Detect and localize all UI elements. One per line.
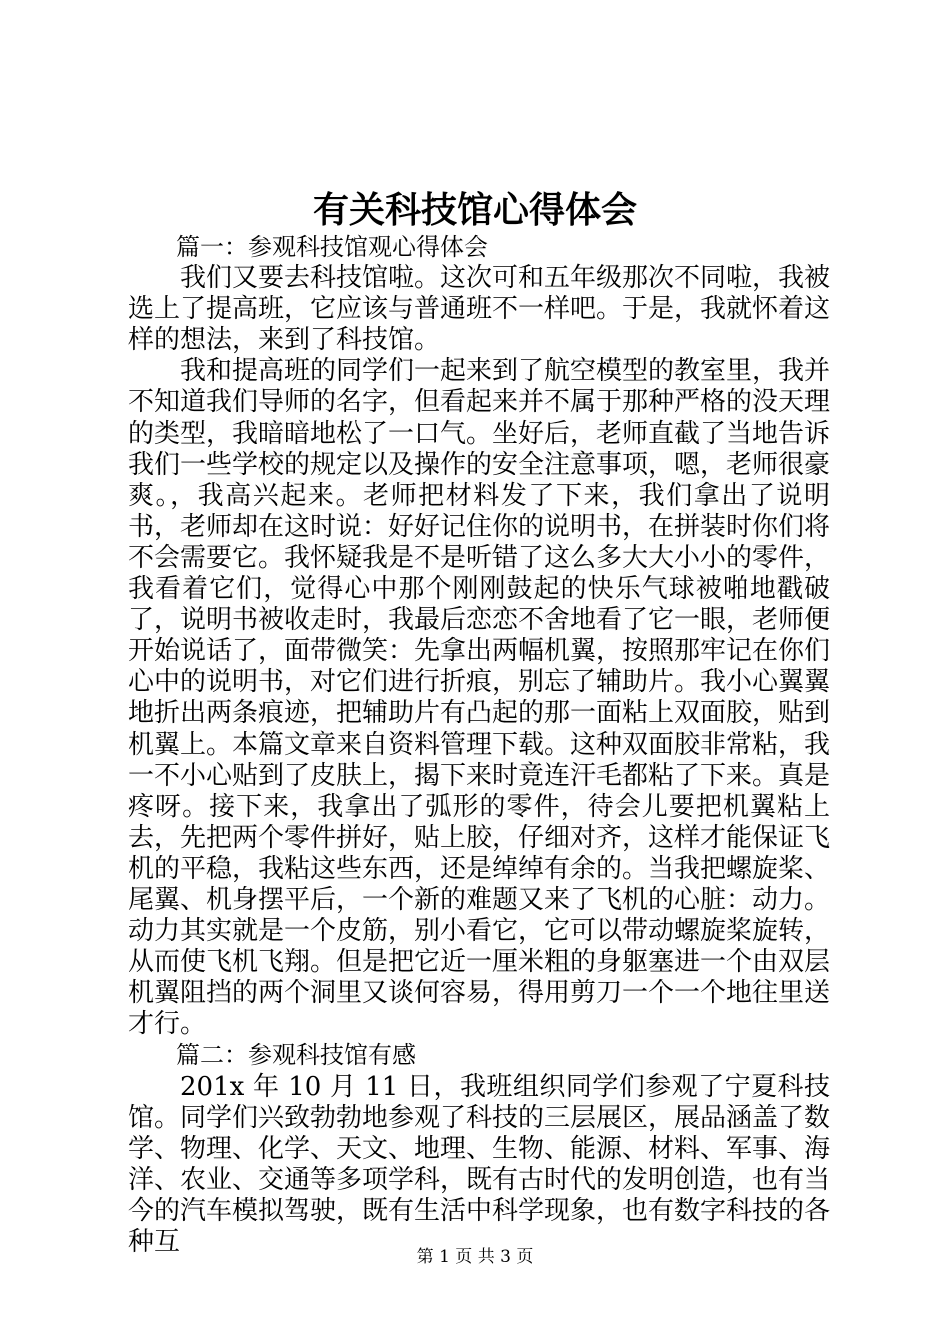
section-heading-2: 篇二：参观科技馆有感 xyxy=(176,1041,416,1070)
document-body xyxy=(128,232,830,1258)
section-heading-1: 篇一：参观科技馆观心得体会 xyxy=(176,233,488,261)
page-title: 有关科技馆心得体会 xyxy=(312,189,637,231)
paragraph: 我们又要去科技馆啦。这次可和五年级那次不同啦，我被选上了提高班，它应该与普通班不一样吧。于是，我就怀着这样的想法，来到了科技馆。 xyxy=(128,263,831,356)
page-footer: 第 1 页 共 3 页 xyxy=(416,1247,534,1267)
paragraph: 我和提高班的同学们一起来到了航空模型的教室里，我并不知道我们导师的名字，但看起来并不属于那种严格的没天理的类型，我暗暗地松了一口气。坐好后，老师直截了当地告诉我们一些学校的规定以及操作的安全注意事项，嗯，老师很豪爽。，我高兴起来。老师把材料发了下来，我们拿出了说明书，老师却在这时说：好好记住你的说明书，在拼装时你们将不会需要它。我怀疑我是不是听错了这么多大大小小的零件，我看着它们，觉得心中那个刚刚鼓起的快乐气球被啪地戳破了，说明书被收走时，我最后恋恋不舍地看了它一眼，老师便开始说话了，面带微笑：先拿出两幅机翼，按照那牢记在你们心中的说明书，对它们进行折痕，别忘了辅助片。我小心翼翼地折出两条痕迹，把辅助片有凸起的那一面粘上双面胶，贴到机翼上。本篇文章来自资料管理下载。这种双面胶非常粘，我一不小心贴到了皮肤上，揭下来时竟连汗毛都粘了下来。真是疼呀。接下来，我拿出了弧形的零件，待会儿要把机翼粘上去，先把两个零件拼好，贴上胶，仔细对齐，这样才能保证飞机的平稳，我粘这些东西，还是绰绰有余的。当我把螺旋桨、尾翼、机身摆平后，一个新的难题又来了飞机的心脏：动力。动力其实就是一个皮筋，别小看它，它可以带动螺旋桨旋转，从而使飞机飞翔。但是把它近一厘米粗的身躯塞进一个由双层机翼阻挡的两个洞里又谈何容易，得用剪刀一个一个地往里送才行。 xyxy=(128,356,831,1040)
paragraph: 201x 年 10 月 11 日，我班组织同学们参观了宁夏科技馆。同学们兴致勃勃地参观了科技的三层展区，展品涵盖了数学、物理、化学、天文、地理、生物、能源、材料、军事、海洋、农业、交通等多项学科，既有古时代的发明创造，也有当今的汽车模拟驾驶，既有生活中科学现象，也有数字科技的各种互 xyxy=(128,1071,831,1257)
